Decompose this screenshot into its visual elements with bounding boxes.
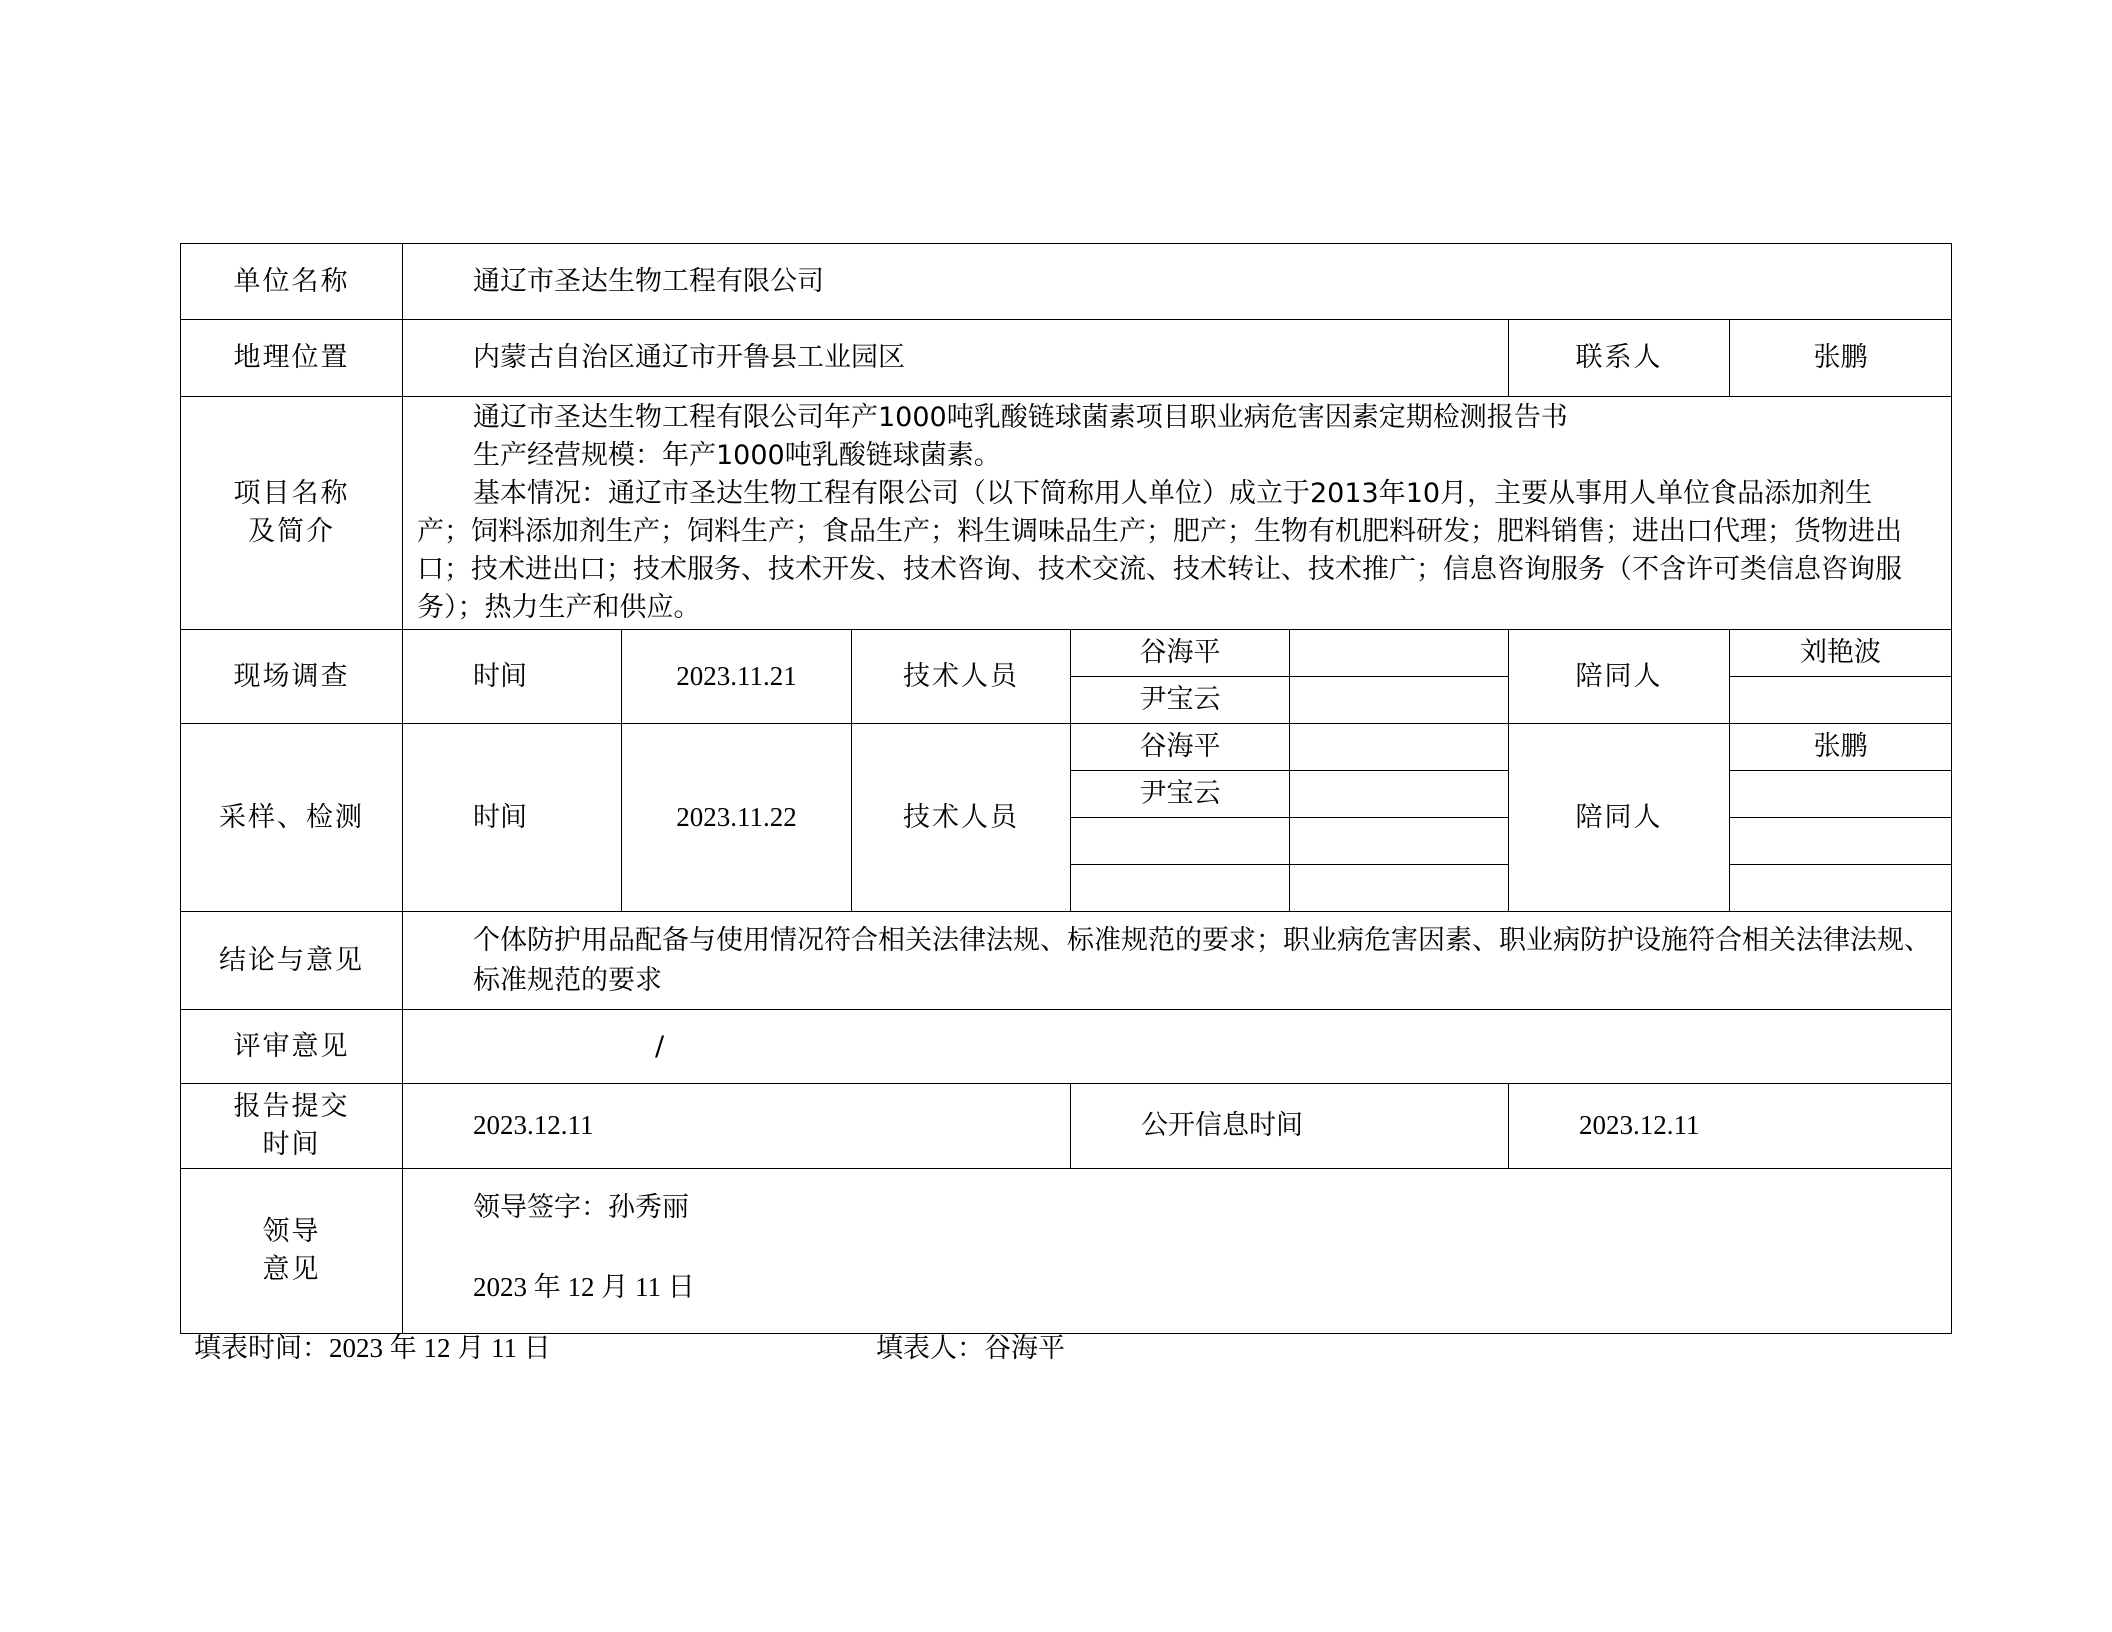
survey-label: 现场调查: [181, 630, 403, 724]
project-scale: 生产经营规模：年产1000吨乳酸链球菌素。: [473, 440, 1001, 471]
submit-label: [181, 1084, 403, 1169]
survey-escort-2: [1730, 677, 1952, 724]
leader-opinion: [403, 1169, 1952, 1334]
report-form-table: [180, 243, 1952, 1334]
sampling-tech-2: 尹宝云: [1071, 771, 1290, 818]
location-row: [181, 320, 1952, 397]
survey-tech-1-blank: [1290, 630, 1509, 677]
sampling-escort-label: 陪同人: [1509, 724, 1730, 912]
survey-time-label: 时间: [403, 630, 622, 724]
review-row: [181, 1010, 1952, 1084]
sampling-tech-3: [1071, 818, 1290, 865]
leader-date: 2023 年 12 月 11 日: [473, 1271, 695, 1302]
sampling-tech-3-blank: [1290, 818, 1509, 865]
sampling-escort-1: 张鹏: [1730, 724, 1952, 771]
survey-tech-label: 技术人员: [852, 630, 1071, 724]
survey-escort-1: 刘艳波: [1730, 630, 1952, 677]
conclusion-text: 个体防护用品配备与使用情况符合相关法律法规、标准规范的要求；职业病危害因素、职业病防护设施符合相关法律法规、标准规范的要求: [403, 912, 1952, 1010]
submit-label-line1: 报告提交: [233, 1091, 350, 1123]
sampling-escort-4: [1730, 865, 1952, 912]
leader-signature: 领导签字：孙秀丽: [473, 1192, 689, 1223]
location-label: 地理位置: [181, 320, 403, 397]
submit-label-line2: 时间: [262, 1129, 321, 1160]
sampling-escort-3: [1730, 818, 1952, 865]
leader-row: [181, 1169, 1952, 1334]
project-row: [181, 397, 1952, 630]
leader-label: [181, 1169, 403, 1334]
project-basic-rest: 产；饲料添加剂生产；饲料生产；食品生产；料生调味品生产；肥产；生物有机肥料研发；肥料销售；进出口代理；货物进出口；技术进出口；技术服务、技术开发、技术咨询、技术交流、技术转让、技术推广；信息咨询服务（不含许可类信息咨询服务）；热力生产和供应。: [417, 516, 1902, 623]
sampling-tech-1-blank: [1290, 724, 1509, 771]
project-title: 通辽市圣达生物工程有限公司年产1000吨乳酸链球菌素项目职业病危害因素定期检测报告书: [473, 402, 1568, 433]
leader-label-line1: 领导: [262, 1216, 321, 1248]
project-basic-first: 基本情况：通辽市圣达生物工程有限公司（以下简称用人单位）成立于2013年10月，主要从事用人单位食品添加剂生: [473, 478, 1873, 509]
sampling-label: 采样、检测: [181, 724, 403, 912]
contact-label: 联系人: [1509, 320, 1730, 397]
contact-value: 张鹏: [1730, 320, 1952, 397]
survey-tech-1: 谷海平: [1071, 630, 1290, 677]
survey-row: [181, 630, 1952, 677]
sampling-tech-label: 技术人员: [852, 724, 1071, 912]
survey-time-value: 2023.11.21: [622, 630, 852, 724]
public-info-label: 公开信息时间: [1071, 1084, 1509, 1169]
sampling-tech-1: 谷海平: [1071, 724, 1290, 771]
sampling-tech-4-blank: [1290, 865, 1509, 912]
location-value: 内蒙古自治区通辽市开鲁县工业园区: [403, 320, 1509, 397]
sampling-tech-2-blank: [1290, 771, 1509, 818]
fill-time: 填表时间：2023 年 12 月 11 日: [194, 1333, 551, 1363]
leader-label-line2: 意见: [262, 1254, 321, 1285]
survey-tech-2: 尹宝云: [1071, 677, 1290, 724]
unit-value: 通辽市圣达生物工程有限公司: [403, 244, 1952, 320]
survey-tech-2-blank: [1290, 677, 1509, 724]
survey-escort-label: 陪同人: [1509, 630, 1730, 724]
project-label: [181, 397, 403, 630]
sampling-time-value: 2023.11.22: [622, 724, 852, 912]
sampling-tech-4: [1071, 865, 1290, 912]
review-label: 评审意见: [181, 1010, 403, 1084]
submit-value: 2023.12.11: [403, 1084, 1071, 1169]
project-intro: [403, 397, 1952, 630]
project-label-line1: 项目名称: [233, 478, 350, 510]
review-value: /: [403, 1010, 1952, 1084]
filler: 填表人：谷海平: [876, 1333, 1065, 1364]
project-label-line2: 及简介: [248, 516, 335, 547]
sampling-escort-2: [1730, 771, 1952, 818]
public-info-value: 2023.12.11: [1509, 1084, 1952, 1169]
conclusion-row: [181, 912, 1952, 1010]
conclusion-label: 结论与意见: [181, 912, 403, 1010]
sampling-row: [181, 724, 1952, 771]
unit-label: 单位名称: [181, 244, 403, 320]
sampling-time-label: 时间: [403, 724, 622, 912]
unit-row: [181, 244, 1952, 320]
submit-row: [181, 1084, 1952, 1169]
